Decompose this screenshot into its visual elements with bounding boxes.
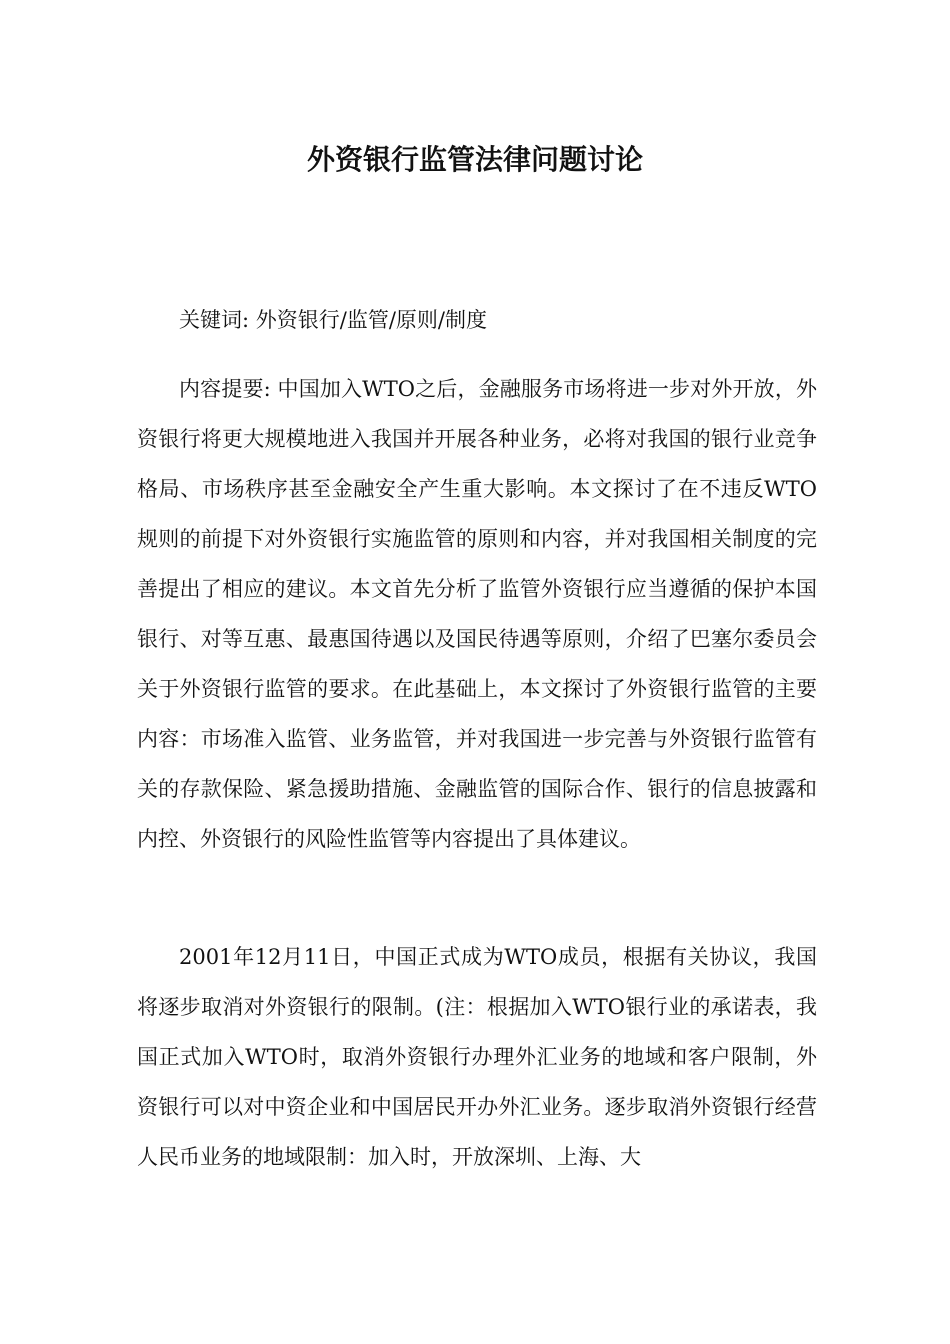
- document-title: 外资银行监管法律问题讨论: [306, 143, 643, 176]
- keywords-line: 关键词: 外资银行/监管/原则/制度: [179, 308, 487, 332]
- body-paragraph: 2001年12月11日，中国正式成为WTO成员，根据有关协议，我国将逐步取消对外资银行的限制。(注：根据加入WTO银行业的承诺表，我国正式加入WTO时，取消外资银行办理外汇业务的地域和客户限制，外资银行可以对中资企业和中国居民开办外汇业务。逐步取消外资银行经营人民币业务的地域限制：加入时，开放深圳、上海、大: [137, 945, 817, 1169]
- abstract-paragraph: 内容提要: 中国加入WTO之后，金融服务市场将进一步对外开放，外资银行将更大规模地进入我国并开展各种业务，必将对我国的银行业竞争格局、市场秩序甚至金融安全产生重大影响。本文探讨了在不违反WTO规则的前提下对外资银行实施监管的原则和内容，并对我国相关制度的完善提出了相应的建议。本文首先分析了监管外资银行应当遵循的保护本国银行、对等互惠、最惠国待遇以及国民待遇等原则，介绍了巴塞尔委员会关于外资银行监管的要求。在此基础上，本文探讨了外资银行监管的主要内容：市场准入监管、业务监管，并对我国进一步完善与外资银行监管有关的存款保险、紧急援助措施、金融监管的国际合作、银行的信息披露和内控、外资银行的风险性监管等内容提出了具体建议。: [137, 377, 817, 851]
